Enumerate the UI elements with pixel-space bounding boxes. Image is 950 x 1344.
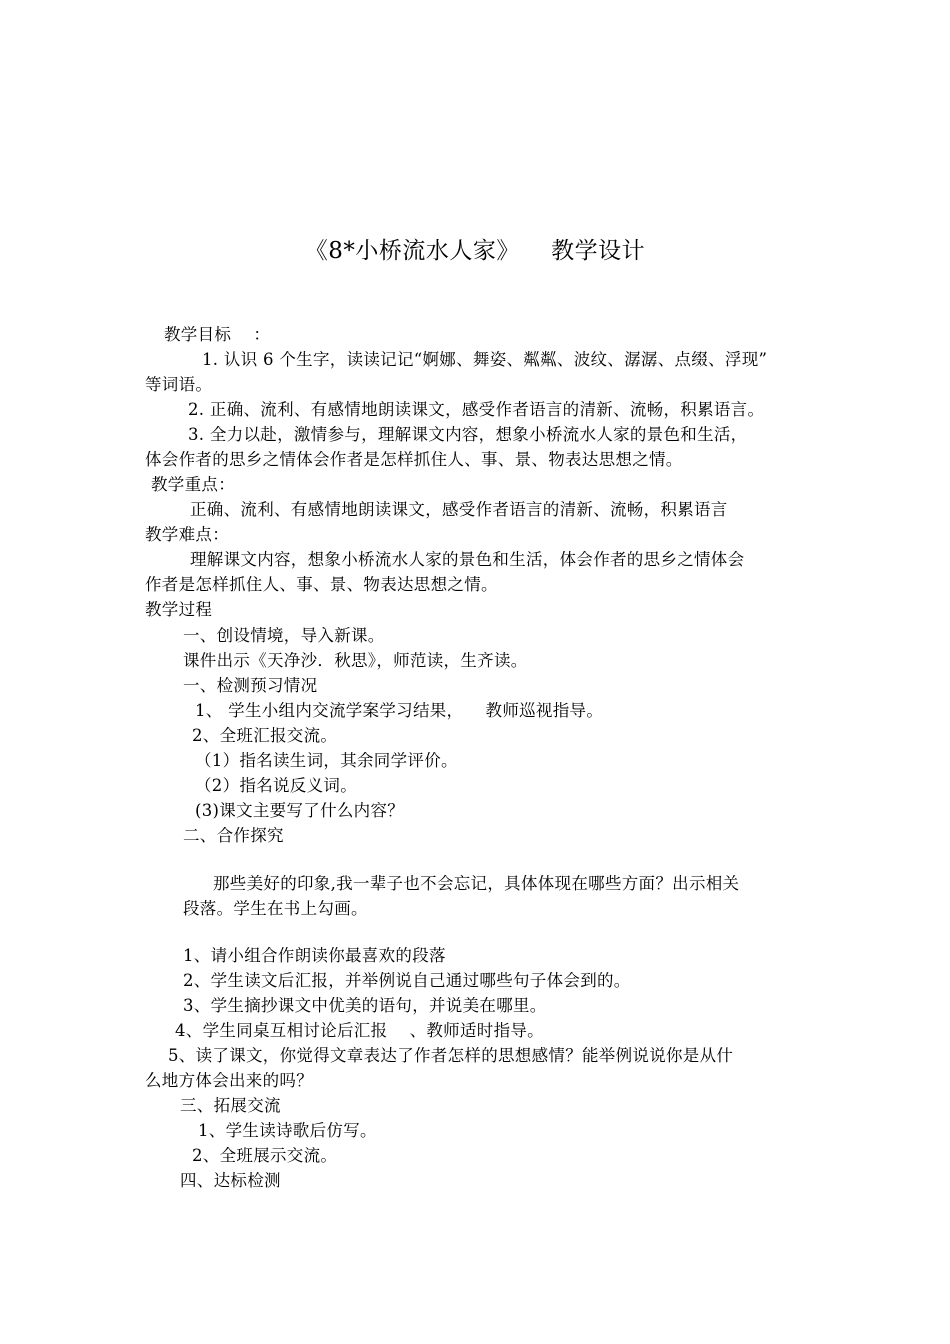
section-heading-objectives: 教学目标 ： (164, 325, 271, 344)
objective-1-line-2: 等词语。 (145, 375, 213, 394)
section-heading-key-points: 教学重点： (151, 475, 235, 494)
process-step-assessment: 四、达标检测 (180, 1171, 281, 1190)
explore-text-line-2: 段落。学生在书上勾画。 (183, 899, 368, 918)
explore-text-line-1: 那些美好的印象,我一辈子也不会忘记，具体体现在哪些方面？出示相关 (213, 874, 740, 893)
explore-item-3: 3、学生摘抄课文中优美的语句，并说美在哪里。 (183, 996, 547, 1015)
objective-3-line-2: 体会作者的思乡之情体会作者是怎样抓住人、事、景、物表达思想之情。 (145, 450, 683, 469)
process-step-extend: 三、拓展交流 (180, 1096, 281, 1115)
extend-item-1: 1、学生读诗歌后仿写。 (198, 1121, 377, 1140)
objective-3-line-1: 3. 全力以赴，激情参与，理解课文内容，想象小桥流水人家的景色和生活， (188, 425, 748, 444)
section-heading-difficulties: 教学难点： (145, 525, 229, 544)
section-heading-process: 教学过程 (145, 600, 213, 619)
explore-item-4: 4、学生同桌互相讨论后汇报 、教师适时指导。 (175, 1021, 544, 1040)
difficulties-line-1: 理解课文内容，想象小桥流水人家的景色和生活，体会作者的思乡之情体会 (190, 550, 745, 569)
preview-subitem-3: (3)课文主要写了什么内容？ (195, 801, 405, 820)
document-title: 《8*小桥流水人家》 教学设计 (304, 238, 646, 264)
preview-item-2: 2、全班汇报交流。 (192, 726, 338, 745)
key-points-text: 正确、流利、有感情地朗读课文，感受作者语言的清新、流畅，积累语言 (190, 500, 728, 519)
explore-item-5-line-2: 么地方体会出来的吗？ (145, 1071, 313, 1090)
explore-item-5-line-1: 5、读了课文，你觉得文章表达了作者怎样的思想感情？能举例说说你是从什 (168, 1046, 734, 1065)
process-step-explore: 二、合作探究 (183, 826, 284, 845)
explore-item-1: 1、请小组合作朗读你最喜欢的段落 (183, 946, 446, 965)
preview-subitem-1: （1）指名读生词，其余同学评价。 (195, 751, 458, 770)
process-step-intro: 一、创设情境，导入新课。 (183, 626, 385, 645)
process-step-preview: 一、检测预习情况 (183, 676, 318, 695)
extend-item-2: 2、全班展示交流。 (192, 1146, 338, 1165)
objective-1-line-1: 1. 认识 6 个生字，读读记记“婀娜、舞姿、粼粼、波纹、潺潺、点缀、浮现” (202, 350, 768, 369)
difficulties-line-2: 作者是怎样抓住人、事、景、物表达思想之情。 (145, 575, 498, 594)
explore-item-2: 2、学生读文后汇报，并举例说自己通过哪些句子体会到的。 (183, 971, 631, 990)
process-intro-text: 课件出示《天净沙．秋思》，师范读，生齐读。 (183, 651, 528, 670)
preview-subitem-2: （2）指名说反义词。 (195, 776, 357, 795)
objective-2: 2. 正确、流利、有感情地朗读课文，感受作者语言的清新、流畅，积累语言。 (188, 400, 765, 419)
preview-item-1: 1、 学生小组内交流学案学习结果， 教师巡视指导。 (195, 701, 604, 720)
